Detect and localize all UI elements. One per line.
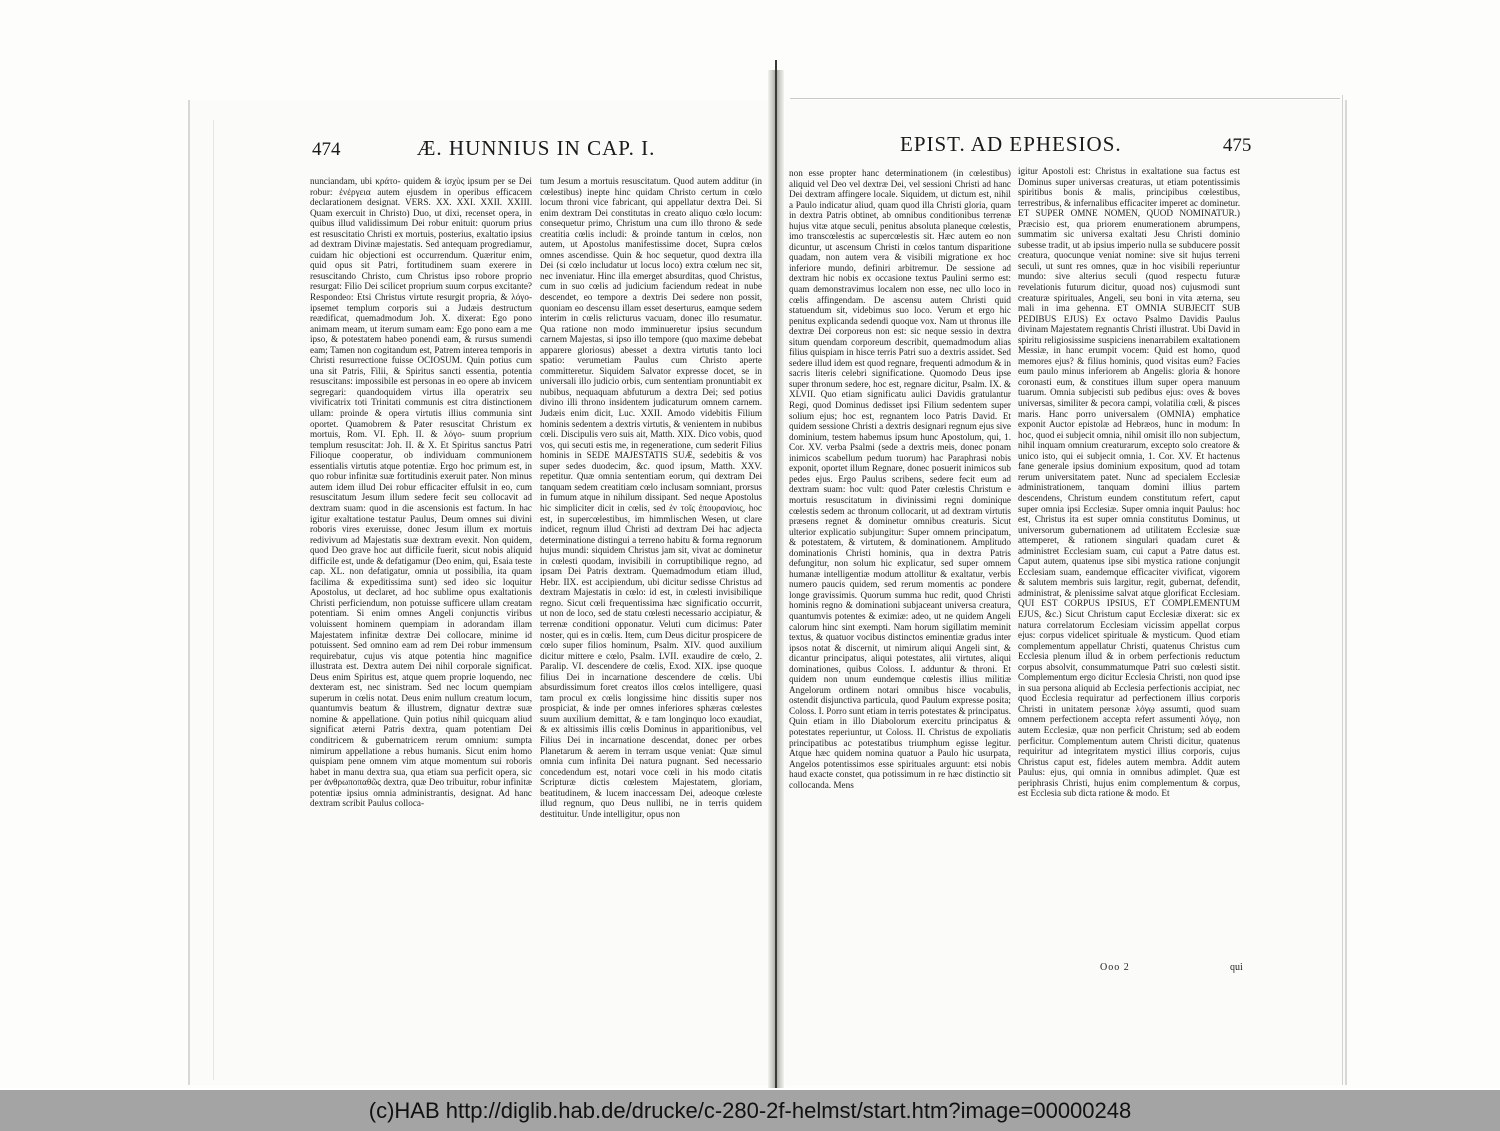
column-text: non esse propter hanc determinationem (in cœlestibus) aliquid vel Deo vel dextræ Dei, vel sessioni Christi ad hanc Dei dextram affingere locale. Siquidem, ut dictum est, nihil a Paulo indicatur aliud, quam quod illa Christi gloria, quam in dextra Patris obtinet, ab omnibus conditionibus terrenæ hujus vitæ atque seculi, penitus absoluta planeque cœlestis, imo transcœlestis ac supercœlestis sit. Hæc autem eo non dicuntur, ut ascensum Christi in cœlos tantum disparitione quadam, non autem vera & visibili migratione ex hoc inferiore mundo, definiri arbitremur. De sessione ad dextram hic nobis ex occasione textus Paulini sermo est: quam demonstravimus localem non esse, nec ullo loco in cœlis affingendam. De ascensu autem Christi quid statuendum sit, videbimus suo loco. Verum et ergo hic penitus explicanda sedendi quoque vox. Nam ut thronus ille dextræ Dei corporeus non est: sic neque sessio in dextra situm quendam corporeum describit, quemadmodum alias filius quispiam in hisce terris Patri suo a dextris assidet. Sed sedere illud idem est quod regnare, frequenti admodum & in sacris literis celebri significatione. Quomodo Deus ipse super thronum sedere, hoc est, regnare dicitur, Psalm. IX. & XLVII. Quo etiam significatu aulici Davidis gratulantur Regi, quod Dominus dedisset ipsi Filium sedentem super solium ejus; hoc est, regnantem loco Patris David. Et quidem sessione Christi a dextris designari regnum ejus sive dominium, testem habemus ipsum hunc Apostolum, qui, 1. Cor. XV. verba Psalmi (sede a dextris meis, donec ponam inimicos scabellum pedum tuorum) hac Paraphrasi nobis exponit, oportet illum Regnare, donec posuerit inimicos sub pedes ejus. Ergo Paulus scribens, sedere fecit eum ad dextram suam: hoc vult: quod Pater cœlestis Christum e mortuis resuscitatum in divinissimi regni dominique cœlestis sedem ac thronum collocarit, ut ad dextram virtutis præsens regnet & dominetur omnibus creaturis. Sicut ulterior explicatio subjungitur: Super omnem principatum, & potestatem, & virtutem, & dominationem. Amplitudo dominationis Christi hominis, qua in dextra Patris defungitur, non solum hic explicatur, sed super omnem humanæ intelligentiæ modum attollitur & exaltatur, verbis numero paucis quidem, sed rerum momentis ac pondere longe gravissimis. Quorum summa huc redit, quod Christi hominis regno & dominationi subjaceant universa creatura, quantumvis potentes & eximiæ: adeo, ut ne quidem Angeli calorum hinc sint exempti. Nam horum sigillatim meminit textus, & quatuor vocibus distinctos eminentiæ gradus inter ipsos notat & discernit, ut nimirum aliqui Angeli sint, & dicantur principatus, aliqui potestates, alii virtutes, aliqui dominationes, quibus Coloss. I. adduntur & throni. Et quidem non unum eundemque cœlestis illius militiæ Angelorum ordinem notari omnibus hisce vocabulis, ostendit disjunctiva particula, quod Paulum expresse posita; Coloss. I. Porro sunt etiam in terris potestates & principatus. Quin etiam in illo Diabolorum exercitu principatus & potestates reperiuntur, ut Coloss. II. Christus de expoliatis principatibus ac potestatibus triumphum egisse legitur. Atque hæc quidem nomina quatuor a Paulo hic usurpata, Angelos potentissimos esse spirituales arguunt: etsi nobis haud exacte constet, qua potissimum in re hæc distinctio sit collocanda. Mens — [789, 168, 1011, 790]
column-text: tum Jesum a mortuis resuscitatum. Quod autem additur (in cœlestibus) inepte hinc quidam Christo certum in cœlo locum throni vice fabricant, qui appellatur dextra Dei. Si enim dextram Dei constitutas in creato aliquo cœlo locum: consequetur primo, Christum una cum illo throno & sede creatitia cœlis includi: & proinde tantum in cœlos, non autem, ut Apostolus manifestissime docet, Supra cœlos omnes ascendisse. Quin & hoc sequetur, quod dextra illa Dei (si cœlo includatur ut locus loco) extra cœlum nec sit, nec inveniatur. Hinc illa emerget absurditas, quod Christus, cum in suo cœlis ad judicium faciendum redeat in nube descendet, eo tempore a dextris Dei sedere non possit, quoniam eo descensu illam esset deserturus, eamque sedem interim in cœlis relicturus vacuam, donec illo resumatur. Qua ratione non modo imminueretur ipsius secundum carnem Majestas, si ipso illo tempore (quo maxime debebat apparere gloriosus) abesset a dextra virtutis tanto loci spatio: verumetiam Paulus cum Christo aperte committeretur. Siquidem Salvator expresse docet, se in universali illo judicio orbis, cum sententiam pronuntiabit ex nubibus, nequaquam abfuturum a dextra Dei; sed potius divino illi throno insidentem judicaturum omnem carnem. Judæis enim dicit, Luc. XXII. Amodo videbitis Filium hominis sedentem a dextris virtutis, & venientem in nubibus cœli. Discipulis vero suis ait, Matth. XIX. Dico vobis, quod vos, qui secuti estis me, in regeneratione, cum sederit Filius hominis in SEDE MAJESTATIS SUÆ, sedebitis & vos super sedes duodecim, &c. quod ipsum, Matth. XXV. repetitur. Quæ omnia sententiam eorum, qui dextram Dei tanquam sedem creatitiam cœlo inclusam somniant, prorsus in fumum atque in nihilum dissipant. Sed neque Apostolus hic simpliciter dicit in cœlis, sed ἐν τοῖς ἐπουρανίοις, hoc est, in supercœlestibus, im himmlischen Wesen, ut clare indicet, regnum illud Christi ad dextram Dei hac adjecta determinatione distingui a terreno habitu & forma regnorum hujus mundi: siquidem Christus jam sit, vivat ac dominetur in cœlesti quodam, invisibili in corruptibilique regno, ad ipsam Dei Patris dextram. Quemadmodum etiam illud, Hebr. IIX. est accipiendum, ubi dicitur sedisse Christus ad dextram Majestatis in cœlo: id est, in cœlesti invisibilique regno. Sicut cœli frequentissima hæc significatio occurrit, ut non de loco, sed de statu cœlesti necessario accipiatur, & terrenæ conditioni opponatur. Veluti cum dicimus: Pater noster, qui es in cœlis. Item, cum Deus dicitur prospicere de cœlo super filios hominum, Psalm. XIV. quod auxilium dicitur mittere e cœlo, Psalm. LVII. exaudire de cœlo, 2. Paralip. VI. descendere de cœlis, Exod. XIX. ipse quoque filius Dei in incarnatione descendere de cœlis. Ubi absurdissimum foret creatos illos cœlos intelligere, quasi tam procul ex cœlis longissime hinc dissitis super nos prospiciat, & inde per omnes inferiores sphæras cœlestes suum auxilium demittat, & e tam longinquo loco exaudiat, & ex altissimis illis cœlis Dominus in apparitionibus, vel Filius Dei in incarnatione descendat, donec per orbes Planetarum & aerem in terram usque veniat: Quæ simul omnia cum infinita Dei natura pugnant. Sed necessario concedendum est, notari voce cœli in his modo citatis Scripturæ dictis cœlestem Majestatem, gloriam, beatitudinem, & lucem inaccessam Dei, adeoque cœleste illud regnum, quo Deus nullibi, ne in terris quidem destituitur. Unde intelligitur, opus non — [540, 176, 762, 819]
footer-credit-link[interactable]: (c)HAB http://diglib.hab.de/drucke/c-280-2f-helmst/start.htm?image=00000248 — [368, 1097, 1132, 1123]
catchword: qui — [1230, 962, 1243, 973]
gutter-fold-line — [775, 60, 777, 1088]
right-page-column-1 — [789, 168, 1011, 964]
left-page-column-1 — [310, 176, 532, 976]
copyright-footer — [0, 1090, 1500, 1131]
left-page-header — [312, 136, 655, 161]
column-text: igitur Apostoli est: Christus in exaltatione sua factus est Dominus super universas creaturas, ut etiam potentissimis spiritibus bonis & malis, principibus cœlestibus, terrestribus, & infernalibus efficaciter imperet ac dominetur. ET SUPER OMNE NOMEN, QUOD NOMINATUR.) Præcisio est, qua priorem enumerationem abrumpens, summatim sic universa exaltati Jesu Christi dominio subesse tradit, ut ab ipsius imperio nulla se subducere possit creatura, quocunque veniat nomine: sive sit hujus terreni seculi, ut sunt res omnes, quæ in hoc visibili reperiuntur mundo: sive alterius seculi (quod respectu futuræ revelationis futurum dicitur, quoad nos) cujusmodi sunt creaturæ spirituales, Angeli, seu boni in vita æterna, seu mali in ima gehenna. ET OMNIA SUBJECIT SUB PEDIBUS EJUS) Ex octavo Psalmo Davidis Paulus divinam Majestatem regnantis Christi illustrat. Ubi David in spiritu religiosissime suspiciens inenarrabilem exaltationem Messiæ, in hanc erumpit vocem: Quid est homo, quod memores ejus? & filius hominis, quod visitas eum? Facies eum paulo minus inferiorem ab Angelis: gloria & honore coronasti eum, & constitues illum super opera manuum tuarum. Omnia subjecisti sub pedibus ejus: oves & boves universas, similiter & pecora campi, volatilia cœli, & pisces maris. Hanc porro universalem (OMNIA) emphatice exponit Auctor epistolæ ad Hebræos, hunc in modum: In hoc, quod ei subjecit omnia, nihil omisit illo non subjectum, nihil inquam omnium creaturarum, excepto solo creatore & unico isto, qui ei subjecit omnia, 1. Cor. XV. Et hactenus fane generale ipsius dominium expositum, quod ad totam rerum universitatem patet. Nunc ad specialem Ecclesiæ administrationem, tanquam domini illius partem descendens, Christum eundem constitutum refert, caput super omnia ipsi Ecclesiæ. Super omnia inquit Paulus: hoc est, Christus ita est super omnia constitutus Dominus, ut universorum gubernationem ad utilitatem Ecclesiæ suæ attemperet, & rationem singulari quadam curet & administret Ecclesiam suam, cui caput a Patre datus est. Caput autem, quatenus ipse sibi mystica ratione conjungit Ecclesiam suam, eandemque efficaciter vivificat, vigorem & salutem membris suis largitur, regit, gubernat, defendit, administrat, & plenissime salvat atque glorificat Ecclesiam. QUI EST CORPUS IPSIUS, ET COMPLEMENTUM EJUS, &c.) Sicut Christum caput Ecclesiæ dixerat: sic ex natura correlatorum Ecclesiam vicissim appellat corpus ejus: corpus videlicet spirituale & mysticum. Quod etiam complementum appellatur Christi, quatenus Christus cum Ecclesia plenum illud & in orbem perfectionis reductum corpus absolvit, consummatumque Patri suo cœlesti sistit. Complementum ergo dicitur Ecclesia Christi, non quod ipse in sua persona aliquid ab Ecclesia perfectionis accipiat, nec quod Ecclesia requiratur ad perfectionem illius corporis Christi in unitatem personæ λόγῳ assumti, quod suam omnem perfectionem accepta refert assumenti λόγῳ, non autem Ecclesiæ, quæ non perficit Christum; sed ab eodem perficitur. Complementum autem Christi dicitur, quatenus requiritur ad integritatem mystici illius corporis, cujus Christus caput est, fideles autem membra. Addit autem Paulus: ejus, qui omnia in omnibus adimplet. Quæ est periphrasis Christi, hujus enim complementum & corpus, est Ecclesia sub dicta ratione & modo. Et — [1018, 166, 1240, 799]
column-text: nunciandam, ubi κράτο- quidem & ἰσχὺς ipsum per se Dei robur: ἐνέργεια autem ejusdem in operibus efficacem declarationem designat. VERS. XX. XXI. XXII. XXIII. Quam exercuit in Christo) Duo, ut dixi, recenset opera, in quibus illud validissimum Dei robur enituit: quorum prius est resuscitatio Christi ex mortuis, posterius, exaltatio ipsius ad dextram Divinæ majestatis. Sed antequam progrediamur, cuidam hic objectioni est occurrendum. Quæritur enim, quid opus sit Patri, fortitudinem suam exerere in resuscitando Christo, cum Christus ipso robore proprio resurgat: Filio Dei scilicet proprium suum corpus excitante? Respondeo: Etsi Christus virtute resurgit propria, & λόγο- ipsemet templum corporis sui a Judæis destructum reædificat, quemadmodum Joh. X. dixerat: Ego pono animam meam, ut iterum sumam eam: Ego pono eam a me ipso, & potestatem habeo ponendi eam, & rursus sumendi eam; Tamen non cogitandum est, Patrem interea temporis in Christi resurrectione fuisse OCIOSUM. Quin potius cum una sit Patris, Filii, & Spiritus sancti essentia, potentia resuscitans: impossibile est personas in eo opere ab invicem segregari: quandoquidem virtus illa operatrix seu vivificatrix toti Trinitati communis est citra distinctionem ullam: proinde & opera virtutis illius communia sint oportet. Quamobrem & Pater resuscitat Christum ex mortuis, Rom. VI. Eph. II. & λόγο- suum proprium templum resuscitat: Joh. II. & X. Et Spiritus sanctus Patri Filioque cooperatur, ob individuam communionem essentialis virtutis atque potentiæ. Ergo hoc primum est, in quo robur infinitæ suæ fortitudinis exeruit pater. Non minus autem idem illud Dei robur efficaciter effulsit in eo, cum resuscitatum Jesum illum sedere fecit seu collocavit ad dextram suam: quod in die ascensionis est factum. In hac igitur exaltatione testatur Paulus, Deum omnes sui divini roboris vires exeruisse, donec Jesum illum ex mortuis redivivum ad Majestatis suæ dextram evexit. Non quidem, quod Deo grave hoc aut difficile fuerit, sicut nobis aliquid difficile est, unde & defatigamur (Deo enim, qui, Esaia teste cap. XL. non defatigatur, omnia ut possibilia, ita quam facilima & expeditissima sunt) sed ideo sic loquitur Apostolus, ut declaret, ad hoc sublime opus exaltationis Christi perficiendum, non potuisse sufficere ullam creatam potentiam. Si enim omnes Angeli conjunctis viribus voluissent hominem quempiam in adorandam illam Majestatem infinitæ dextræ Dei collocare, minime id potuissent. Sed omnino eam ad rem Dei robur immensum requirebatur, cujus vis atque potentia hinc magnifice illustrata est. Dextra autem Dei nihil corporale significat. Deus enim Spiritus est, atque quem proprie loquendo, nec dexteram est, nec sinistram. Sed nec locum quempiam superum in cœlis notat. Deus enim nullum creatum locum, quantumvis beatum & illustrem, dignatur dextræ suæ nomine & appellatione. Quin potius nihil quicquam aliud significat æterni Patris dextra, quam potentiam Dei conditricem & gubernatricem rerum omnium: sumpta nimirum appellatione a rebus humanis. Sicut enim homo quispiam pene omnem vim atque momentum sui roboris habet in manu dextra sua, qua etiam sua perficit opera, sic per ἀνθρωποπαθῶς dextra, quæ Deo tribuitur, robur infinitæ potentiæ ipsius omnia administrantis, designat. Ad hanc dextram scribit Paulus colloca- — [310, 176, 532, 809]
right-page-header — [900, 132, 1251, 157]
right-page-top-edge — [790, 98, 1340, 99]
page-number: 475 — [1222, 135, 1252, 156]
running-head: EPIST. AD EPHESIOS. — [900, 132, 1122, 156]
signature-mark: Ooo 2 — [1100, 962, 1130, 973]
page-number: 474 — [312, 139, 341, 160]
right-page-column-2 — [1018, 166, 1240, 962]
running-head: Æ. HUNNIUS IN CAP. I. — [416, 136, 656, 160]
right-margin-shadow — [1342, 95, 1343, 1085]
left-page-column-2 — [540, 176, 762, 976]
left-margin-shadow — [213, 120, 214, 1080]
